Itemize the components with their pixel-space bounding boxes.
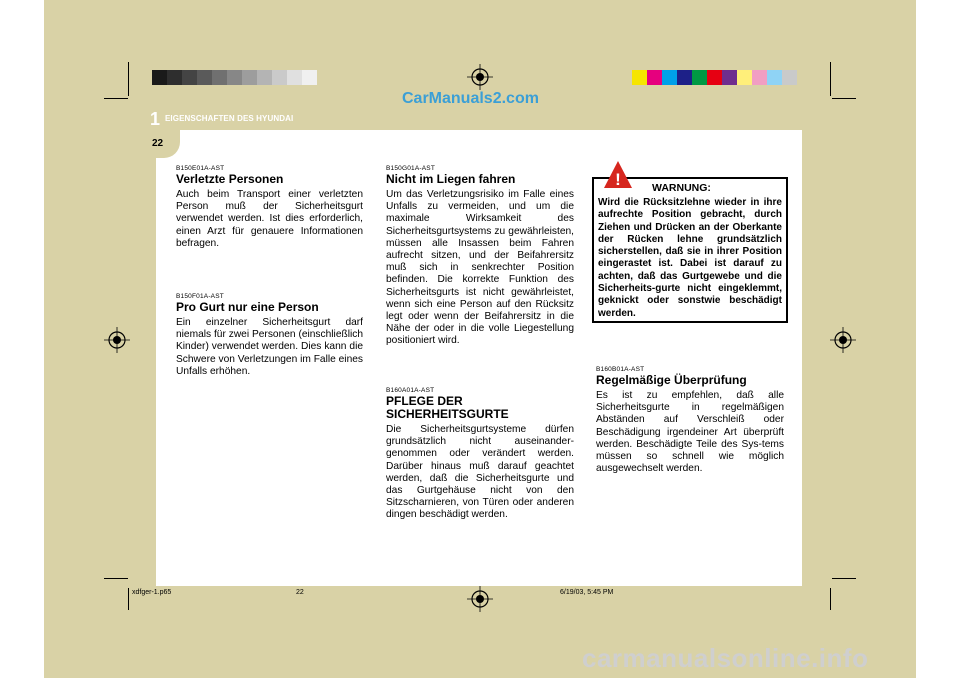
calibration-swatch — [767, 70, 782, 85]
crop-mark — [832, 98, 856, 99]
chapter-title: EIGENSCHAFTEN DES HYUNDAI — [165, 114, 294, 123]
calibration-swatch — [167, 70, 182, 85]
section-code: B150G01A-AST — [386, 165, 436, 172]
footer-timestamp: 6/19/03, 5:45 PM — [560, 589, 614, 596]
section-body: Es ist zu empfehlen, daß alle Sicherheitsgurte in regelmäßigen Abständen auf Verschleiß oder Beschädigung irgendeiner Art überprüft werden. Beschädigte Teile des Sys-tems müssen so schnell wie möglich ausgewechselt werden. — [596, 390, 784, 475]
section-body: Ein einzelner Sicherheitsgurt darf niemals für zwei Personen (einschließlich Kinder) verwendet werden. Dies kann die Schwere von Verletzungen im Falle eines Unfalls erhöhen. — [176, 317, 363, 377]
section-code: B150E01A-AST — [176, 165, 225, 172]
warning-body: Wird die Rücksitzlehne wieder in ihre aufrechte Position gebracht, durch Ziehen und Drücken an der Oberkante der Rücken lehne grundsätzlich sicherstellen, daß sie in ihrer Position eingerastet ist. Dabei ist darauf zu achten, daß das Gurtgewebe und die Sicherheits-gurte nicht eingeklemmt, geknickt oder sonstwie beschädigt werden. — [598, 197, 782, 319]
crop-mark — [104, 98, 128, 99]
calibration-swatch — [212, 70, 227, 85]
section-code: B160B01A-AST — [596, 366, 645, 373]
section-body: Die Sicherheitsgurtsysteme dürfen grundsätzlich nicht auseinander-genommen oder verändert werden. Darüber hinaus muß darauf geachtet werden, daß die Sicherheitsgurte und das Gurtgehäuse nicht von den Sitzscharnieren, von Türen oder anderen dingen beschädigt werden. — [386, 424, 574, 521]
calibration-swatch — [632, 70, 647, 85]
crop-mark — [128, 62, 129, 96]
section-heading: Verletzte Personen — [176, 172, 284, 186]
color-calibration-strip — [632, 70, 797, 85]
crop-mark — [832, 578, 856, 579]
section-code: B160A01A-AST — [386, 387, 435, 394]
bottom-watermark: carmanualsonline.info — [582, 643, 869, 673]
calibration-swatch — [272, 70, 287, 85]
calibration-swatch — [782, 70, 797, 85]
calibration-swatch — [692, 70, 707, 85]
top-watermark: CarManuals2.com — [402, 90, 539, 107]
calibration-swatch — [152, 70, 167, 85]
calibration-swatch — [677, 70, 692, 85]
registration-mark-left — [104, 327, 130, 353]
section-body: Um das Verletzungsrisiko im Falle eines Unfalls zu vermeiden, und um die maximale Wirksamkeit des Sicherheitsgurtsystems zu gewährleisten, müssen alle Insassen beim Fahren aufrecht sitzen, und der Beifahrersitz muß sich in senkrechter Position befinden. Die korrekte Funktion des Sicherheitsgurts ist nicht gewährleistet, wenn sich eine Person auf den Rücksitz legt oder wenn der Beifahrersitz in die Nähe der oder in die volle Liegestellung positioniert wird. — [386, 189, 574, 347]
section-code: B150F01A-AST — [176, 293, 224, 300]
registration-mark-top — [467, 64, 493, 90]
section-pro-gurt — [176, 293, 363, 378]
section-verletzte-personen — [176, 165, 363, 250]
warning-title: WARNUNG: — [652, 182, 711, 194]
section-nicht-im-liegen — [386, 165, 574, 348]
section-heading: PFLEGE DER SICHERHEITSGURTE — [386, 394, 509, 421]
calibration-swatch — [737, 70, 752, 85]
calibration-swatch — [227, 70, 242, 85]
registration-mark-right — [830, 327, 856, 353]
calibration-swatch — [242, 70, 257, 85]
warning-box — [592, 177, 788, 323]
calibration-swatch — [287, 70, 302, 85]
section-heading: Nicht im Liegen fahren — [386, 172, 516, 186]
chapter-number: 1 — [150, 109, 161, 129]
calibration-swatch — [722, 70, 737, 85]
grey-calibration-strip — [152, 70, 317, 85]
page-number: 22 — [152, 138, 164, 149]
crop-mark — [128, 588, 129, 610]
calibration-swatch — [257, 70, 272, 85]
warning-triangle-icon — [603, 160, 633, 190]
warning-symbol: ! — [615, 170, 621, 189]
section-heading: Regelmäßige Überprüfung — [596, 373, 747, 387]
crop-mark — [104, 578, 128, 579]
footer-page: 22 — [296, 589, 304, 596]
section-pflege — [386, 387, 574, 522]
footer-file: xdfger-1.p65 — [132, 589, 172, 596]
crop-mark — [830, 588, 831, 610]
calibration-swatch — [647, 70, 662, 85]
page-number-tab — [140, 128, 180, 158]
section-body: Auch beim Transport einer verletzten Person muß der Sicherheitsgurt verwendet werden. Ist dies erforderlich, einen Arzt für genauere Informationen befragen. — [176, 189, 363, 249]
crop-mark — [830, 62, 831, 96]
calibration-swatch — [662, 70, 677, 85]
calibration-swatch — [302, 70, 317, 85]
calibration-swatch — [707, 70, 722, 85]
registration-mark-bottom — [467, 586, 493, 612]
calibration-swatch — [752, 70, 767, 85]
section-regelmaessige — [596, 366, 784, 475]
calibration-swatch — [182, 70, 197, 85]
section-heading: Pro Gurt nur eine Person — [176, 300, 319, 314]
calibration-swatch — [197, 70, 212, 85]
